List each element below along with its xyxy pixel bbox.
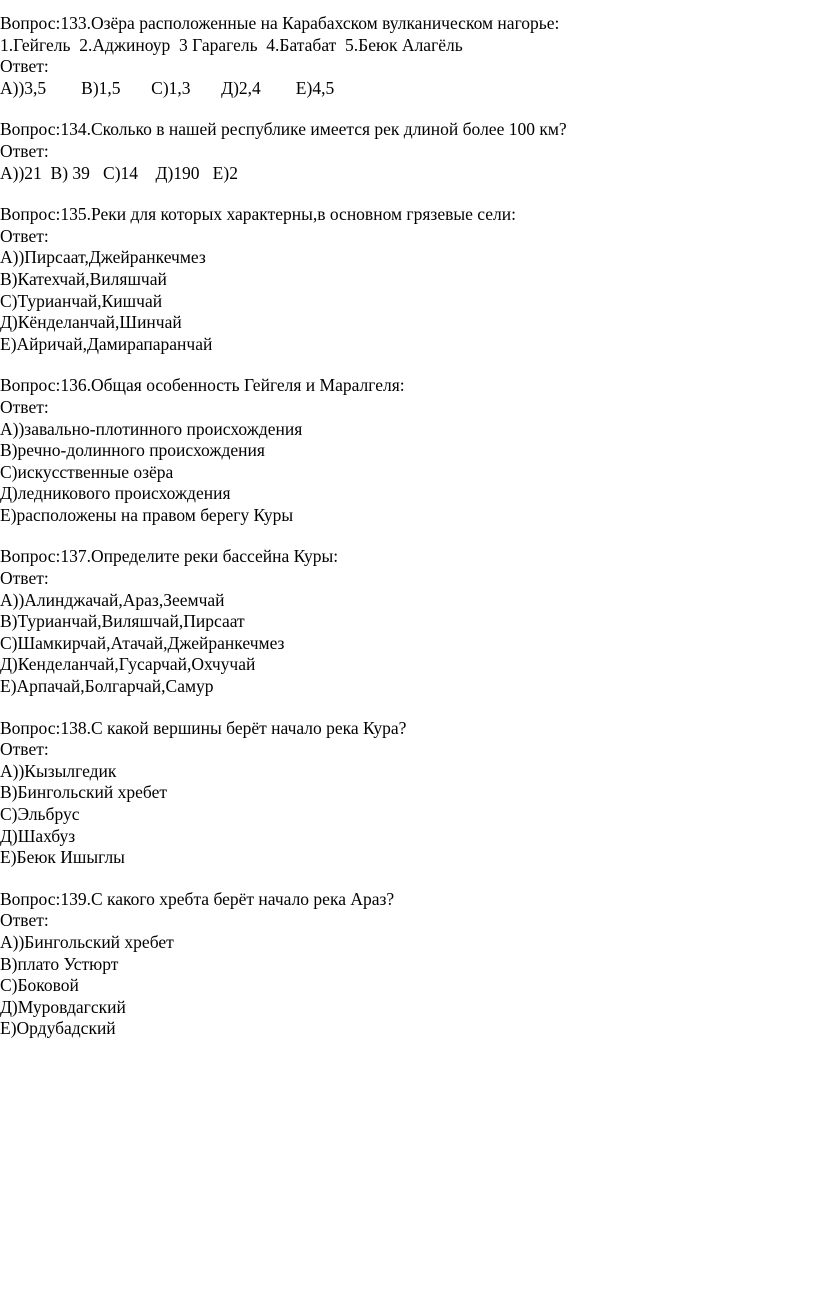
answer-option-a: А))Бингольский хребет [0,931,174,952]
answer-label: Ответ: [0,56,49,77]
answer-option-b: В)Катехчай,Виляшчай [0,268,167,289]
question-number: Вопрос:134. [0,119,91,140]
question-text: С какой вершины берёт начало река Кура? [90,717,407,738]
answer-option-b: В)Турианчай,Виляшчай,Пирсаат [0,611,245,632]
answer-option-b: В)Бингольский хребет [0,782,167,803]
answer-option-b: В)плато Устюрт [0,953,119,974]
question-heading [0,375,816,397]
question-text: Озёра расположенные на Карабахском вулканическом нагорье: [90,13,560,33]
question-number: Вопрос:137. [0,546,91,567]
question-heading [0,204,816,226]
answer-option-e: Е)Ордубадский [0,1018,116,1039]
question-heading [0,13,816,35]
answer-option-a: А))Алинджачай,Араз,Зеемчай [0,589,225,610]
answer-option-a: А))Кызылгедик [0,760,117,781]
answer-option-d: Д)Шахбуз [0,825,76,846]
question-number: Вопрос:136. [0,375,91,396]
answer-option-c: С)Боковой [0,975,79,996]
answer-option-c: С)Эльбрус [0,804,80,824]
question-extra-line: 1.Гейгель 2.Аджиноур 3 Гарагель 4.Батабат 5.Беюк Алагёль [0,34,463,55]
answer-label: Ответ: [0,225,49,246]
answer-option-d: Д)ледникового происхождения [0,483,231,504]
question-133 [0,13,816,99]
answer-option-a: А))завально-плотинного происхождения [0,418,303,439]
question-heading [0,889,816,911]
answer-label: Ответ: [0,396,49,417]
question-136 [0,375,816,526]
question-135 [0,204,816,355]
answer-option-d: Д)Кенделанчай,Гусарчай,Охчучай [0,654,256,675]
question-number: Вопрос:133. [0,13,91,33]
answer-option-a: А))Пирсаат,Джейранкечмез [0,247,206,268]
document-page [0,13,816,1060]
question-heading [0,718,816,740]
question-138 [0,718,816,869]
question-134 [0,119,816,184]
answer-option-d: Д)Муровдагский [0,996,126,1017]
answer-options-inline: А))3,5 В)1,5 С)1,3 Д)2,4 Е)4,5 [0,77,335,98]
answer-options-inline: А))21 В) 39 С)14 Д)190 Е)2 [0,162,238,183]
question-text: Определите реки бассейна Куры: [90,546,339,567]
question-139 [0,889,816,1040]
question-heading [0,546,816,568]
question-heading [0,119,816,141]
answer-option-c: С)искусственные озёра [0,461,174,482]
answer-label: Ответ: [0,568,49,589]
answer-option-e: Е)Арпачай,Болгарчай,Самур [0,676,214,697]
answer-label: Ответ: [0,739,49,760]
question-text: Общая особенность Гейгеля и Маралгеля: [90,375,405,396]
question-number: Вопрос:138. [0,717,91,738]
answer-label: Ответ: [0,140,49,161]
answer-option-c: С)Шамкирчай,Атачай,Джейранкечмез [0,632,285,653]
answer-option-b: В)речно-долинного происхождения [0,440,265,461]
question-number: Вопрос:135. [0,204,91,225]
answer-label: Ответ: [0,910,49,931]
answer-option-d: Д)Кёнделанчай,Шинчай [0,312,182,333]
question-137 [0,546,816,697]
question-text: Реки для которых характерны,в основном грязевые сели: [90,204,516,225]
question-text: С какого хребта берёт начало река Араз? [90,888,395,909]
answer-option-e: Е)Беюк Ишыглы [0,847,125,868]
question-number: Вопрос:139. [0,888,91,909]
answer-option-e: Е)расположены на правом берегу Куры [0,504,294,525]
question-text: Сколько в нашей республике имеется рек длиной более 100 км? [90,119,567,140]
answer-option-e: Е)Айричай,Дамирапаранчай [0,333,213,354]
answer-option-c: С)Турианчай,Кишчай [0,290,163,311]
